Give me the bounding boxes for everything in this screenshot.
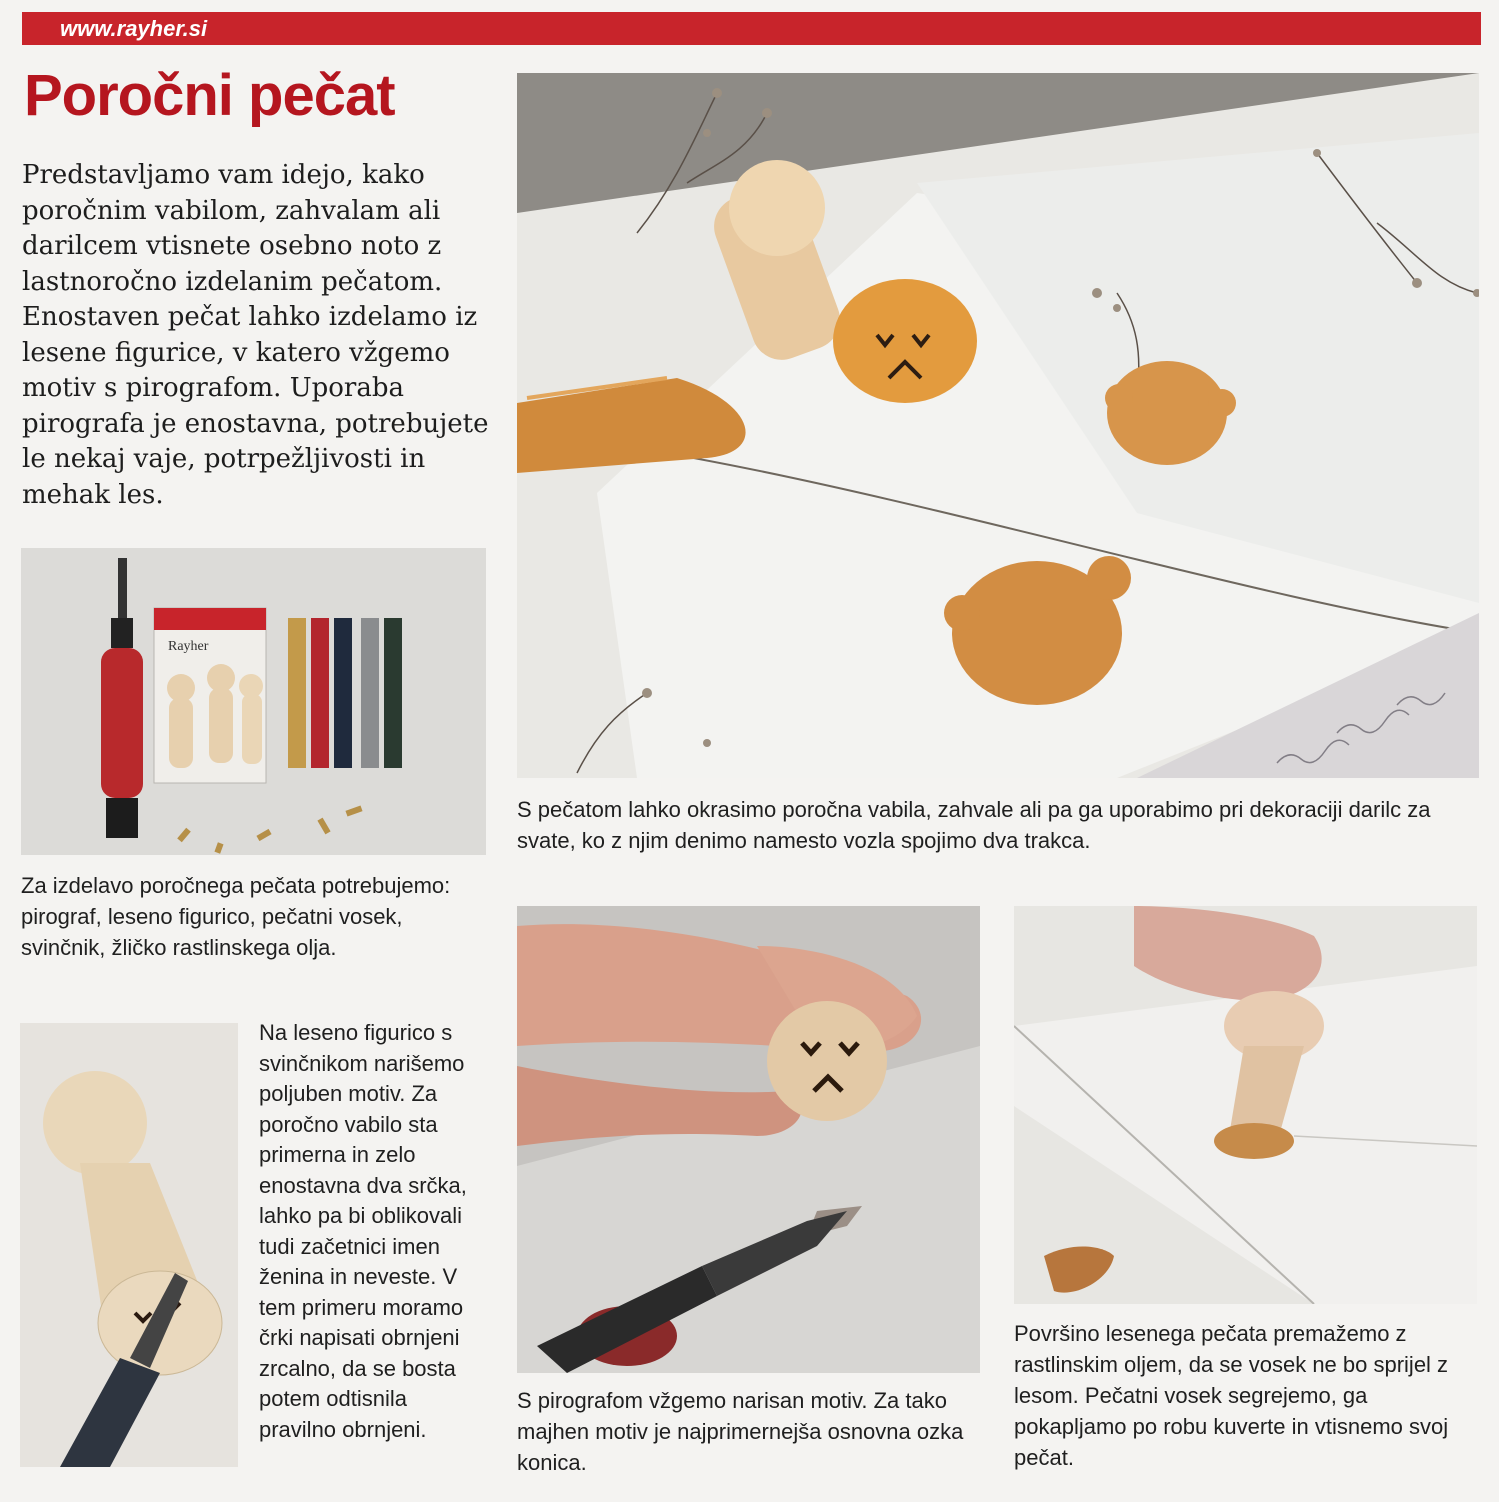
package-label: Rayher (168, 639, 209, 654)
stamping-caption: Površino lesenega pečata premažemo z rastlinskim oljem, da se vosek ne bo sprijel z lesom. Pečatni vosek segrejemo, ga pokapljamo po robu kuverte in vtisnemo svoj pečat. (1014, 1321, 1449, 1470)
drawing-photo (20, 1023, 238, 1467)
drawing-caption: Na leseno figurico s svinčnikom narišemo poljuben motiv. Za poročno vabilo sta primerna in zelo enostavna dva srčka, lahko pa bi oblikovali tudi začetnici imen ženina in neveste. V tem primeru moramo črki napisati obrnjeni zrcalno, da se bosta potem odtisnila pravilno obrnjeni. (259, 1020, 467, 1442)
materials-photo (21, 548, 486, 855)
header-bar (22, 12, 1481, 45)
website-url[interactable]: www.rayher.si (60, 16, 208, 41)
stamping-photo (1014, 906, 1477, 1304)
article-intro: Predstavljamo vam idejo, kako poročnim vabilom, zahvalam ali darilcem vtisnete osebno noto z lastnoročno izdelanim pečatom. Enostaven pečat lahko izdelamo iz lesene figurice, v katero vžgemo motiv s pirografom. Uporaba pirografa je enostavna, potrebujete le nekaj vaje, potrpežljivosti in mehak les. (22, 160, 489, 510)
main-photo (517, 73, 1479, 778)
burning-caption: S pirografom vžgemo narisan motiv. Za tako majhen motiv je najprimernejša osnovna ozka konica. (517, 1388, 964, 1475)
materials-caption: Za izdelavo poročnega pečata potrebujemo: pirograf, leseno figurico, pečatni vosek, svinčnik, žličko rastlinskega olja. (21, 873, 451, 960)
main-photo-caption: S pečatom lahko okrasimo poročna vabila, zahvale ali pa ga uporabimo pri dekoraciji darilc za svate, ko z njim denimo namesto vozla spojimo dva trakca. (517, 797, 1431, 853)
article-title: Poročni pečat (24, 63, 395, 128)
burning-photo (517, 906, 980, 1373)
